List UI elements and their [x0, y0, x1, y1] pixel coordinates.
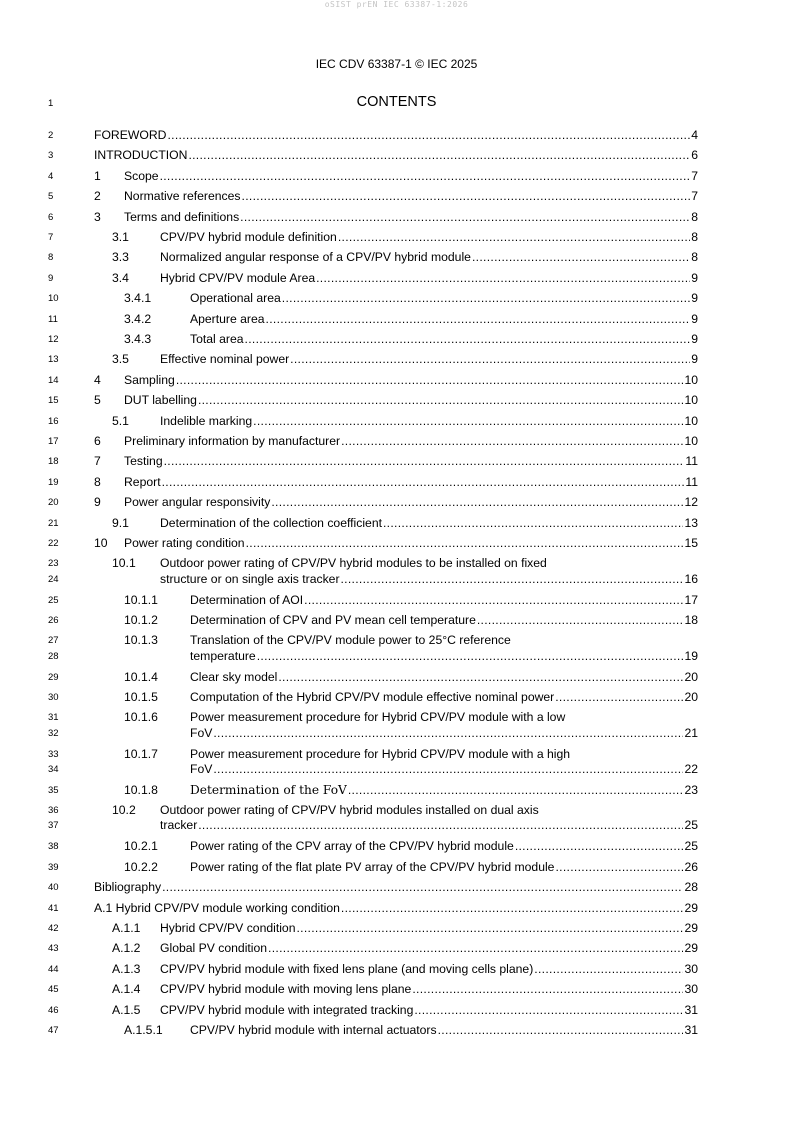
dot-leader — [213, 761, 683, 777]
toc-entry — [94, 392, 698, 408]
toc-entry-title: structure or on single axis tracker — [160, 571, 340, 586]
dot-leader — [266, 311, 691, 327]
toc-entry — [94, 535, 698, 551]
toc-entry — [160, 817, 698, 833]
dot-leader — [240, 209, 690, 225]
toc-entry-number: 10.2.1 — [124, 839, 158, 854]
toc-entry-page: 17 — [684, 592, 698, 607]
line-number: 13 — [48, 354, 59, 366]
dot-leader — [242, 188, 691, 204]
toc-entry-number: A.1.5 — [112, 1002, 141, 1017]
dot-leader — [412, 981, 683, 997]
toc-entry-title: FOREWORD — [94, 128, 167, 142]
toc-entry-title: Preliminary information by manufacturer — [124, 434, 341, 448]
toc-entry — [94, 147, 698, 163]
toc-entry-page: 11 — [685, 474, 698, 489]
toc-entry-number: 10.1.8 — [124, 782, 158, 797]
line-number: 41 — [48, 902, 59, 914]
toc-entry-title: Bibliography — [94, 880, 162, 895]
line-number: 27 — [48, 635, 59, 647]
toc-entry — [124, 838, 698, 854]
line-number: 6 — [48, 211, 54, 223]
line-number: 11 — [48, 313, 58, 325]
dot-leader — [438, 1022, 684, 1038]
line-number: 14 — [48, 374, 59, 386]
toc-entry-title: Power rating of the CPV array of the CPV/PV hybrid module — [190, 839, 514, 854]
toc-entry-page: 15 — [684, 536, 698, 550]
toc-entry-number: 3.1 — [112, 230, 129, 244]
toc-entry-page: 10 — [684, 393, 698, 408]
toc-entry — [190, 761, 698, 777]
toc-entry-page: 11 — [685, 454, 698, 469]
toc-entry-page: 6 — [691, 148, 698, 163]
line-number: 2 — [48, 130, 54, 141]
dot-leader — [316, 270, 690, 286]
toc-entry-page: 10 — [684, 372, 698, 387]
dot-leader — [296, 920, 683, 936]
toc-entry — [112, 1002, 698, 1018]
dot-leader — [162, 879, 683, 895]
toc-entry-page: 29 — [684, 941, 698, 956]
toc-entry — [112, 413, 698, 429]
line-number: 43 — [48, 943, 59, 955]
toc-entry — [94, 900, 698, 916]
line-number: 23 — [48, 558, 59, 570]
toc-entry-title: Determination of AOI — [190, 592, 304, 607]
dot-leader — [198, 392, 684, 408]
dot-leader — [268, 940, 683, 956]
toc-entry-title-line1: Translation of the CPV/PV module power to 25°C reference — [190, 633, 511, 648]
toc-entry — [94, 168, 698, 184]
toc-entry-title: Computation of the Hybrid CPV/PV module effective nominal power — [190, 690, 555, 704]
toc-entry — [190, 725, 698, 741]
line-number: 16 — [48, 415, 59, 427]
toc-entry-page: 20 — [684, 669, 698, 684]
toc-entry-page: 23 — [684, 782, 698, 797]
dot-leader — [271, 494, 683, 510]
toc-entry-title: DUT labelling — [124, 393, 197, 408]
line-number: 29 — [48, 671, 59, 683]
toc-entry-page: 8 — [691, 230, 698, 244]
toc-entry-number: 5 — [94, 393, 101, 408]
toc-entry-title: CPV/PV hybrid module with fixed lens plane (and moving cells plane) — [160, 961, 534, 976]
toc-entry-page: 13 — [684, 515, 698, 530]
dot-leader — [213, 725, 683, 741]
toc-entry-number: 3.4 — [112, 270, 129, 285]
toc-entry-page: 25 — [684, 818, 698, 833]
toc-entry-page: 12 — [684, 495, 698, 510]
dot-leader — [257, 648, 684, 664]
dot-leader — [534, 961, 683, 977]
dot-leader — [348, 782, 684, 798]
toc-entry — [94, 209, 698, 225]
line-number: 42 — [48, 923, 59, 934]
toc-entry-title: CPV/PV hybrid module with integrated tracking — [160, 1002, 414, 1017]
toc-entry-title: Determination of CPV and PV mean cell temperature — [190, 613, 476, 627]
toc-entry — [112, 515, 698, 531]
toc-entry-title: Terms and definitions — [124, 209, 240, 224]
toc-entry-title: Sampling — [124, 372, 175, 387]
line-number: 39 — [48, 861, 59, 873]
line-number: 47 — [48, 1025, 59, 1036]
toc-entry-title: Aperture area — [190, 311, 265, 326]
toc-entry-page: 25 — [684, 839, 698, 854]
toc-entry-title: FoV — [190, 761, 213, 776]
dot-leader — [477, 612, 684, 628]
dot-leader — [176, 372, 684, 388]
toc-entry-number: A.1.5.1 — [124, 1023, 163, 1037]
toc-entry-number: 10.1.1 — [124, 592, 158, 607]
toc-entry-page: 9 — [691, 332, 698, 346]
toc-entry-title: FoV — [190, 725, 213, 740]
toc-entry-page: 10 — [684, 413, 698, 428]
line-number: 9 — [48, 272, 54, 284]
toc-entry-number: 5.1 — [112, 413, 129, 428]
line-number: 10 — [48, 293, 59, 305]
dot-leader — [162, 474, 685, 490]
dot-leader — [278, 669, 683, 685]
toc-entry-number: 9 — [94, 495, 101, 510]
line-number: 5 — [48, 191, 54, 203]
toc-entry-number: A.1.4 — [112, 982, 141, 997]
line-number: 46 — [48, 1004, 59, 1016]
line-number: 18 — [48, 456, 59, 468]
dot-leader — [341, 571, 684, 587]
toc-entry-number: 8 — [94, 474, 101, 489]
toc-entry-number: 3.3 — [112, 250, 129, 265]
toc-entry-title: A.1 Hybrid CPV/PV module working condition — [94, 900, 340, 915]
line-number: 20 — [48, 497, 59, 509]
toc-entry — [160, 571, 698, 587]
toc-entry — [124, 290, 698, 306]
toc-entry — [94, 433, 698, 449]
line-number: 21 — [48, 517, 59, 529]
toc-entry — [124, 669, 698, 685]
toc-entry-title: Determination of the collection coefficient — [160, 515, 382, 530]
toc-entry-title: Scope — [124, 168, 159, 183]
toc-entry-title: Power angular responsivity — [124, 495, 271, 510]
toc-entry-title: INTRODUCTION — [94, 148, 188, 163]
toc-entry-number: 10.1.5 — [124, 690, 158, 704]
toc-entry-number: 2 — [94, 189, 101, 204]
toc-entry-number: 10.1.3 — [124, 633, 158, 648]
toc-entry-page: 7 — [691, 168, 698, 183]
toc-entry-number: A.1.3 — [112, 961, 141, 976]
toc-entry-page: 20 — [684, 690, 698, 704]
line-number: 32 — [48, 727, 59, 739]
toc-entry-number: 3 — [94, 209, 101, 224]
toc-entry-page: 7 — [691, 189, 698, 204]
toc-entry — [124, 311, 698, 327]
dot-leader — [253, 413, 683, 429]
dot-leader — [341, 900, 684, 916]
toc-entry — [124, 612, 698, 628]
line-number: 4 — [48, 170, 54, 182]
document-header: IEC CDV 63387-1 © IEC 2025 — [315, 57, 478, 71]
toc-entry — [112, 920, 698, 936]
line-number: 1 — [48, 98, 54, 109]
toc-entry-number: 10.1 — [112, 556, 136, 571]
toc-entry-number: 4 — [94, 372, 101, 387]
toc-entry — [124, 331, 698, 347]
toc-entry-page: 9 — [691, 352, 698, 367]
line-number: 44 — [48, 963, 59, 975]
dot-leader — [555, 859, 683, 875]
toc-entry-title: CPV/PV hybrid module with internal actuators — [190, 1023, 437, 1037]
toc-entry-title: Indelible marking — [160, 413, 253, 428]
toc-entry-page: 10 — [684, 434, 698, 448]
toc-entry — [124, 592, 698, 608]
toc-entry-page: 4 — [691, 128, 698, 142]
dot-leader — [198, 817, 683, 833]
dot-leader — [414, 1002, 683, 1018]
toc-entry-number: 3.4.1 — [124, 291, 152, 306]
dot-leader — [515, 838, 684, 854]
toc-entry — [112, 229, 698, 245]
line-number: 3 — [48, 150, 54, 162]
dot-leader — [282, 290, 690, 306]
toc-entry-number: 10.1.6 — [124, 710, 158, 725]
toc-entry-title: Normalized angular response of a CPV/PV hybrid module — [160, 250, 471, 265]
dot-leader — [338, 229, 690, 245]
toc-entry-number: 10 — [94, 536, 108, 550]
watermark: oSIST prEN IEC 63387-1:2026 — [324, 0, 469, 9]
toc-entry-title: Power rating of the flat plate PV array of the CPV/PV hybrid module — [190, 859, 555, 874]
toc-entry-title: Power rating condition — [124, 536, 245, 550]
toc-entry-number: A.1.1 — [112, 921, 141, 935]
toc-entry-page: 22 — [684, 761, 698, 776]
toc-entry-title-line1: Outdoor power rating of CPV/PV hybrid modules to be installed on fixed — [160, 556, 547, 571]
toc-entry-title: Effective nominal power — [160, 352, 290, 367]
toc-entry-page: 26 — [684, 859, 698, 874]
toc-entry-number: 9.1 — [112, 515, 129, 530]
dot-leader — [555, 689, 683, 705]
toc-entry — [112, 961, 698, 977]
dot-leader — [160, 168, 691, 184]
toc-entry-title: Global PV condition — [160, 941, 268, 956]
toc-entry-page: 21 — [684, 725, 698, 740]
toc-entry-title: tracker — [160, 818, 198, 833]
dot-leader — [164, 453, 685, 469]
toc-entry-page: 31 — [684, 1002, 698, 1017]
toc-entry — [124, 859, 698, 875]
line-number: 45 — [48, 984, 59, 996]
toc-entry-title-line1: Power measurement procedure for Hybrid CPV/PV module with a low — [190, 710, 566, 725]
toc-entry-number: 7 — [94, 454, 101, 469]
toc-entry — [94, 372, 698, 388]
toc-entry-page: 9 — [691, 270, 698, 285]
contents-title: CONTENTS — [356, 94, 437, 110]
line-number: 19 — [48, 476, 59, 488]
line-number: 40 — [48, 882, 59, 894]
line-number: 36 — [48, 805, 59, 817]
toc-entry — [190, 648, 698, 664]
dot-leader — [290, 351, 690, 367]
toc-entry-page: 31 — [684, 1023, 698, 1037]
toc-entry — [94, 879, 698, 895]
line-number: 7 — [48, 232, 54, 243]
line-number: 37 — [48, 820, 59, 832]
toc-entry-title: Clear sky model — [190, 669, 278, 684]
toc-entry-page: 9 — [691, 291, 698, 306]
toc-entry — [94, 188, 698, 204]
line-number: 35 — [48, 784, 59, 796]
line-number: 26 — [48, 615, 59, 626]
toc-entry — [112, 249, 698, 265]
toc-entry-title: Normative references — [124, 189, 241, 204]
toc-entry — [124, 689, 698, 705]
line-number: 28 — [48, 650, 59, 662]
toc-entry-number: 10.1.4 — [124, 669, 158, 684]
toc-entry-page: 30 — [684, 982, 698, 997]
toc-entry-number: 3.5 — [112, 352, 129, 367]
toc-entry-page: 8 — [691, 250, 698, 265]
toc-entry-page: 29 — [684, 900, 698, 915]
toc-entry — [94, 453, 698, 469]
toc-entry-page: 16 — [684, 571, 698, 586]
dot-leader — [383, 515, 683, 531]
toc-entry-number: 10.1.2 — [124, 613, 158, 627]
line-number: 24 — [48, 573, 59, 585]
toc-entry-page: 30 — [684, 961, 698, 976]
toc-entry — [112, 940, 698, 956]
toc-entry-page: 18 — [684, 613, 698, 627]
line-number: 34 — [48, 763, 59, 775]
toc-entry — [124, 1022, 698, 1038]
toc-entry-title-line1: Outdoor power rating of CPV/PV hybrid modules installed on dual axis — [160, 803, 539, 818]
toc-entry-page: 29 — [684, 921, 698, 935]
line-number: 38 — [48, 841, 59, 853]
toc-entry-number: 10.2.2 — [124, 859, 158, 874]
toc-entry-number: 10.2 — [112, 803, 136, 818]
line-number: 25 — [48, 594, 59, 606]
toc-entry-title: Hybrid CPV/PV module Area — [160, 270, 316, 285]
toc-entry — [124, 782, 698, 798]
toc-entry-number: 3.4.3 — [124, 332, 152, 346]
line-number: 17 — [48, 436, 59, 447]
toc-entry-title: Total area — [190, 332, 244, 346]
toc-entry — [112, 981, 698, 997]
toc-entry-title-line1: Power measurement procedure for Hybrid CPV/PV module with a high — [190, 746, 571, 761]
toc-entry-title: CPV/PV hybrid module definition — [160, 230, 337, 244]
dot-leader — [304, 592, 683, 608]
toc-entry-number: A.1.2 — [112, 941, 141, 956]
line-number: 31 — [48, 712, 59, 724]
toc-entry-number: 3.4.2 — [124, 311, 152, 326]
toc-entry-title: CPV/PV hybrid module with moving lens plane — [160, 982, 412, 997]
line-number: 22 — [48, 538, 59, 549]
dot-leader — [341, 433, 683, 449]
toc-entry-page: 28 — [684, 880, 698, 895]
dot-leader — [472, 249, 690, 265]
toc-entry-number: 10.1.7 — [124, 746, 158, 761]
line-number: 15 — [48, 395, 59, 407]
toc-entry-title: Determination of the FoV — [190, 782, 347, 797]
line-number: 12 — [48, 334, 59, 345]
toc-entry-page: 8 — [691, 209, 698, 224]
line-number: 30 — [48, 692, 59, 703]
toc-entry — [94, 127, 698, 143]
dot-leader — [167, 127, 690, 143]
toc-entry-title: Hybrid CPV/PV condition — [160, 921, 296, 935]
toc-entry — [94, 474, 698, 490]
toc-entry-title: Operational area — [190, 291, 281, 306]
toc-entry-page: 9 — [691, 311, 698, 326]
toc-entry — [112, 351, 698, 367]
toc-entry-title: temperature — [190, 648, 256, 663]
dot-leader — [188, 147, 690, 163]
toc-entry-number: 6 — [94, 434, 101, 448]
toc-entry-page: 19 — [684, 648, 698, 663]
line-number: 33 — [48, 748, 59, 760]
toc-entry-number: 1 — [94, 168, 101, 183]
toc-entry — [112, 270, 698, 286]
toc-entry — [94, 494, 698, 510]
line-number: 8 — [48, 252, 54, 264]
toc-entry-title: Testing — [124, 454, 163, 469]
dot-leader — [245, 331, 691, 347]
toc-entry-title: Report — [124, 474, 161, 489]
dot-leader — [246, 535, 684, 551]
